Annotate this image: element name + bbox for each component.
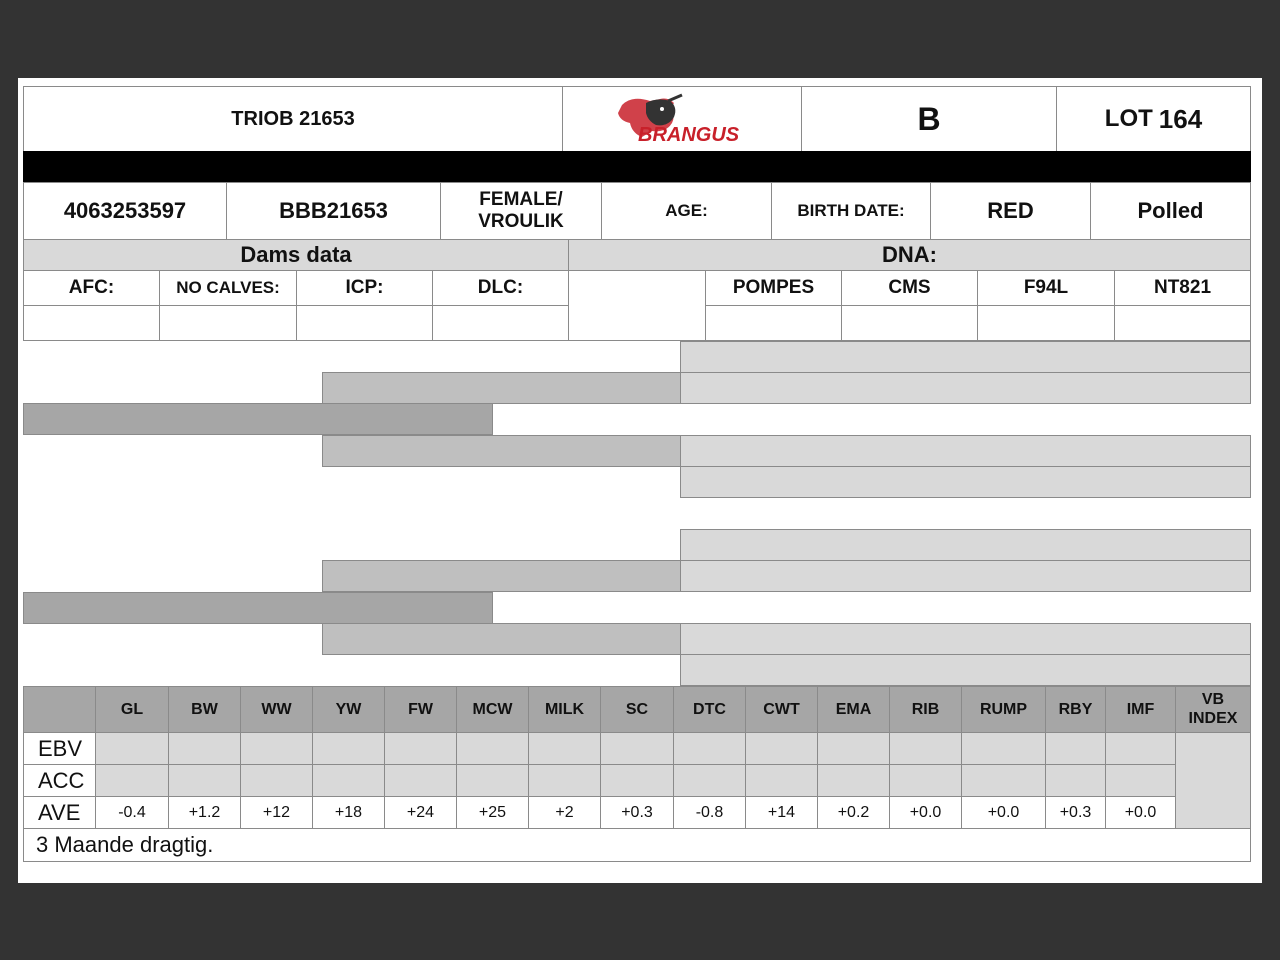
ebv-acc-gl — [95, 764, 169, 797]
pedigree-great-grandparent-3 — [680, 435, 1251, 467]
ebv-ebv-mcw — [456, 732, 529, 765]
ebv-ave-yw: +18 — [312, 796, 385, 829]
sex: FEMALE/ VROULIK — [440, 182, 602, 240]
pedigree-grandparent-4 — [322, 623, 681, 655]
dams-value-icp — [296, 305, 433, 341]
ebv-acc-imf — [1105, 764, 1176, 797]
ebv-col-cwt: CWT — [745, 686, 818, 733]
dna-blank-cell — [568, 270, 706, 341]
ebv-col-dtc: DTC — [673, 686, 746, 733]
ebv-col-mcw: MCW — [456, 686, 529, 733]
ebv-ave-milk: +2 — [528, 796, 601, 829]
ebv-acc-rib — [889, 764, 962, 797]
lot-label: LOT — [1104, 105, 1153, 132]
ebv-ave-rib: +0.0 — [889, 796, 962, 829]
brangus-logo — [562, 86, 802, 152]
svg-text:BRANGUS: BRANGUS — [638, 124, 740, 145]
ebv-col-bw: BW — [168, 686, 241, 733]
pedigree-grandparent-2 — [322, 435, 681, 467]
ebv-col-ww: WW — [240, 686, 313, 733]
pedigree-great-grandparent-5 — [680, 529, 1251, 561]
ebv-col-rby: RBY — [1045, 686, 1106, 733]
horn-status: Polled — [1090, 182, 1251, 240]
dams-col-dlc: DLC: — [432, 270, 569, 306]
ebv-ebv-dtc — [673, 732, 746, 765]
ebv-ave-rump: +0.0 — [961, 796, 1046, 829]
remark: 3 Maande dragtig. — [23, 828, 1251, 862]
id-number: 4063253597 — [23, 182, 227, 240]
ebv-ebv-imf — [1105, 732, 1176, 765]
ebv-col-ema: EMA — [817, 686, 890, 733]
ebv-ebv-yw — [312, 732, 385, 765]
ebv-ebv-ema — [817, 732, 890, 765]
ebv-col-imf: IMF — [1105, 686, 1176, 733]
ebv-ebv-rib — [889, 732, 962, 765]
ebv-header-corner — [23, 686, 96, 733]
dna-title: DNA: — [568, 239, 1251, 271]
grade: B — [801, 86, 1057, 152]
ebv-ebv-cwt — [745, 732, 818, 765]
dna-value-f94l — [977, 305, 1115, 341]
ebv-ave-mcw: +25 — [456, 796, 529, 829]
dams-value-dlc — [432, 305, 569, 341]
pedigree-sire — [23, 403, 493, 435]
dna-value-nt821 — [1114, 305, 1251, 341]
ebv-acc-rby — [1045, 764, 1106, 797]
pedigree-great-grandparent-7 — [680, 623, 1251, 655]
ebv-col-vb-index: VB INDEX — [1175, 686, 1251, 733]
ebv-ebv-milk — [528, 732, 601, 765]
dna-col-f94l: F94L — [977, 270, 1115, 306]
pedigree-great-grandparent-4 — [680, 466, 1251, 498]
dna-col-nt821: NT821 — [1114, 270, 1251, 306]
ebv-ave-cwt: +14 — [745, 796, 818, 829]
ebv-col-yw: YW — [312, 686, 385, 733]
ebv-ave-sc: +0.3 — [600, 796, 674, 829]
pedigree-great-grandparent-6 — [680, 560, 1251, 592]
ebv-col-rib: RIB — [889, 686, 962, 733]
ebv-acc-dtc — [673, 764, 746, 797]
ebv-ebv-fw — [384, 732, 457, 765]
ebv-ave-imf: +0.0 — [1105, 796, 1176, 829]
lot — [1056, 86, 1251, 152]
pedigree-grandparent-1 — [322, 372, 681, 404]
ebv-ebv-rump — [961, 732, 1046, 765]
ebv-ave-fw: +24 — [384, 796, 457, 829]
ebv-ebv-sc — [600, 732, 674, 765]
ebv-acc-mcw — [456, 764, 529, 797]
lot-card — [18, 78, 1262, 883]
ebv-ebv-rby — [1045, 732, 1106, 765]
dams-value-no-calves — [159, 305, 297, 341]
ebv-col-milk: MILK — [528, 686, 601, 733]
pedigree-great-grandparent-8 — [680, 654, 1251, 686]
ebv-ebv-gl — [95, 732, 169, 765]
ebv-ave-bw: +1.2 — [168, 796, 241, 829]
ebv-acc-cwt — [745, 764, 818, 797]
ebv-acc-rump — [961, 764, 1046, 797]
ebv-ave-ww: +12 — [240, 796, 313, 829]
ebv-acc-milk — [528, 764, 601, 797]
dams-col-icp: ICP: — [296, 270, 433, 306]
dna-value-pompes — [705, 305, 842, 341]
dna-value-cms — [841, 305, 978, 341]
ebv-ebv-ww — [240, 732, 313, 765]
tag-number: BBB21653 — [226, 182, 441, 240]
ebv-acc-ww — [240, 764, 313, 797]
dams-title: Dams data — [23, 239, 569, 271]
pedigree-great-grandparent-2 — [680, 372, 1251, 404]
ebv-col-sc: SC — [600, 686, 674, 733]
ebv-acc-ema — [817, 764, 890, 797]
ebv-acc-bw — [168, 764, 241, 797]
ebv-col-fw: FW — [384, 686, 457, 733]
dams-value-afc — [23, 305, 160, 341]
ebv-acc-yw — [312, 764, 385, 797]
animal-name: TRIOB 21653 — [23, 86, 563, 152]
dna-col-pompes: POMPES — [705, 270, 842, 306]
pedigree-grandparent-3 — [322, 560, 681, 592]
ebv-vb-index-value — [1175, 732, 1251, 829]
ebv-acc-sc — [600, 764, 674, 797]
birth-date-label: BIRTH DATE: — [771, 182, 931, 240]
dams-col-afc: AFC: — [23, 270, 160, 306]
bull-logo-icon — [602, 93, 762, 145]
ebv-col-gl: GL — [95, 686, 169, 733]
black-divider — [23, 151, 1251, 183]
age-label: AGE: — [601, 182, 772, 240]
pedigree-dam — [23, 592, 493, 624]
pedigree-great-grandparent-1 — [680, 341, 1251, 373]
ebv-row-label-ebv: EBV — [23, 732, 96, 765]
ebv-ebv-bw — [168, 732, 241, 765]
ebv-row-label-acc: ACC — [23, 764, 96, 797]
dna-col-cms: CMS — [841, 270, 978, 306]
ebv-ave-rby: +0.3 — [1045, 796, 1106, 829]
color: RED — [930, 182, 1091, 240]
ebv-acc-fw — [384, 764, 457, 797]
ebv-row-label-ave: AVE — [23, 796, 96, 829]
ebv-ave-gl: -0.4 — [95, 796, 169, 829]
dams-col-no-calves: NO CALVES: — [159, 270, 297, 306]
ebv-ave-dtc: -0.8 — [673, 796, 746, 829]
lot-number: 164 — [1158, 103, 1203, 134]
ebv-col-rump: RUMP — [961, 686, 1046, 733]
ebv-ave-ema: +0.2 — [817, 796, 890, 829]
